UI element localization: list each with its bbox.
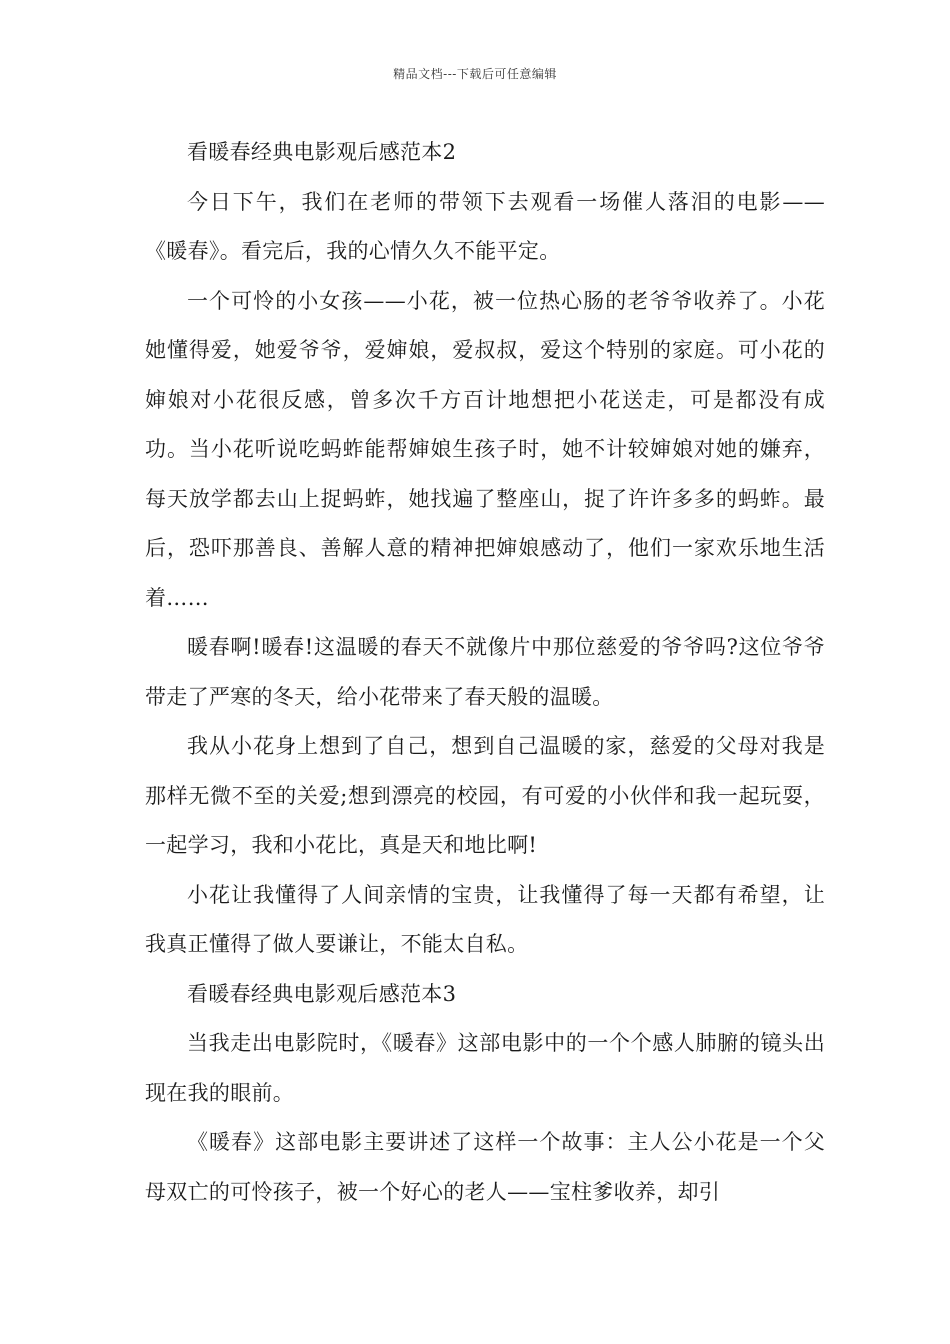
paragraph: 小花让我懂得了人间亲情的宝贵，让我懂得了每一天都有希望，让我真正懂得了做人要谦让，不能太自私。 xyxy=(145,882,825,956)
paragraph: 当我走出电影院时，《暖春》这部电影中的一个个感人肺腑的镜头出现在我的眼前。 xyxy=(145,1031,825,1105)
document-body xyxy=(145,128,825,1217)
paragraph: 我从小花身上想到了自己，想到自己温暖的家，慈爱的父母对我是那样无微不至的关爱;想到漂亮的校园，有可爱的小伙伴和我一起玩耍，一起学习，我和小花比，真是天和地比啊! xyxy=(145,734,825,857)
page-header-watermark: 精品文档---下载后可任意编辑 xyxy=(393,67,557,81)
paragraph: 一个可怜的小女孩——小花，被一位热心肠的老爷爷收养了。小花她懂得爱，她爱爷爷，爱婶娘，爱叔叔，爱这个特别的家庭。可小花的婶娘对小花很反感，曾多次千方百计地想把小花送走，可是都没有成功。当小花听说吃蚂蚱能帮婶娘生孩子时，她不计较婶娘对她的嫌弃，每天放学都去山上捉蚂蚱，她找遍了整座山，捉了许许多多的蚂蚱。最后，恐吓那善良、善解人意的精神把婶娘感动了，他们一家欢乐地生活着…… xyxy=(145,288,825,610)
paragraph: 《暖春》这部电影主要讲述了这样一个故事：主人公小花是一个父母双亡的可怜孩子，被一个好心的老人——宝柱爹收养，却引 xyxy=(145,1130,825,1204)
paragraph: 暖春啊!暖春!这温暖的春天不就像片中那位慈爱的爷爷吗?这位爷爷带走了严寒的冬天，给小花带来了春天般的温暖。 xyxy=(145,635,825,709)
section-heading-2: 看暖春经典电影观后感范本2 xyxy=(187,140,457,164)
section-heading-3: 看暖春经典电影观后感范本3 xyxy=(187,981,457,1006)
paragraph: 今日下午，我们在老师的带领下去观看一场催人落泪的电影——《暖春》。看完后，我的心情久久不能平定。 xyxy=(145,189,825,263)
